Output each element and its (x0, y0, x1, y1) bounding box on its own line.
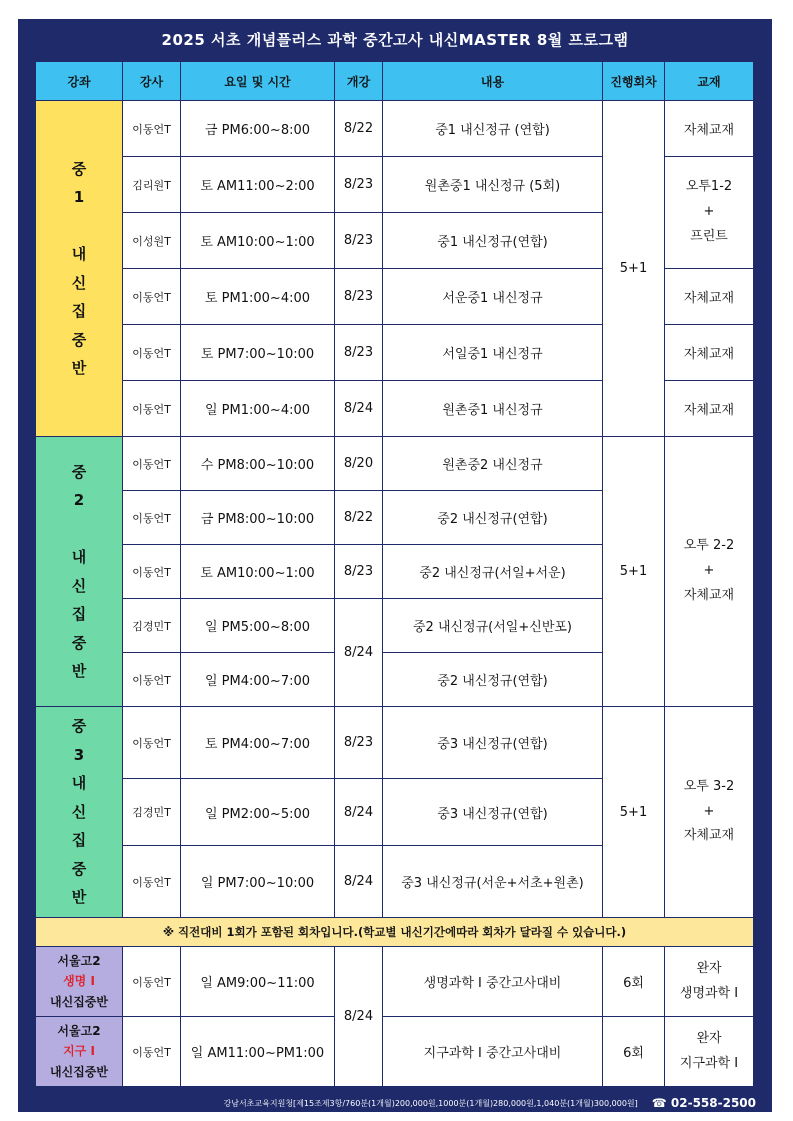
time-cell: 일 PM7:00~10:00 (181, 846, 335, 918)
content-cell: 중3 내신정규(연합) (383, 779, 603, 846)
teacher-cell: 이동언T (123, 381, 181, 437)
content-cell: 중2 내신정규(서일+신반포) (383, 599, 603, 653)
content-cell: 원촌중2 내신정규 (383, 437, 603, 491)
time-cell: 토 AM10:00~1:00 (181, 545, 335, 599)
book-cell: 완자 생명과학 I (665, 947, 754, 1017)
phone-number: ☎ 02-558-2500 (651, 1096, 756, 1110)
time-cell: 금 PM8:00~10:00 (181, 491, 335, 545)
sessions-cell: 6회 (603, 1017, 665, 1087)
book-cell: 오투 2-2 + 자체교재 (665, 437, 754, 707)
start-cell: 8/24 (335, 599, 383, 707)
time-cell: 토 AM11:00~2:00 (181, 157, 335, 213)
start-cell: 8/23 (335, 325, 383, 381)
content-cell: 중2 내신정규(서일+서운) (383, 545, 603, 599)
teacher-cell: 이동언T (123, 545, 181, 599)
time-cell: 수 PM8:00~10:00 (181, 437, 335, 491)
start-cell: 8/24 (335, 846, 383, 918)
start-cell: 8/23 (335, 213, 383, 269)
start-cell: 8/22 (335, 491, 383, 545)
teacher-cell: 이동언T (123, 947, 181, 1017)
teacher-cell: 이동언T (123, 653, 181, 707)
content-cell: 중2 내신정규(연합) (383, 653, 603, 707)
time-cell: 토 PM4:00~7:00 (181, 707, 335, 779)
content-cell: 중2 내신정규(연합) (383, 491, 603, 545)
sessions-cell: 5+1 (603, 101, 665, 437)
content-cell: 원촌중1 내신정규 (383, 381, 603, 437)
book-cell: 자체교재 (665, 381, 754, 437)
header-time: 요일 및 시간 (181, 62, 335, 101)
start-cell: 8/23 (335, 545, 383, 599)
content-cell: 서운중1 내신정규 (383, 269, 603, 325)
teacher-cell: 김경민T (123, 779, 181, 846)
sessions-cell: 5+1 (603, 437, 665, 707)
teacher-cell: 이동언T (123, 325, 181, 381)
header-book: 교재 (665, 62, 754, 101)
teacher-cell: 이동언T (123, 437, 181, 491)
teacher-cell: 이성원T (123, 213, 181, 269)
time-cell: 금 PM6:00~8:00 (181, 101, 335, 157)
content-cell: 중3 내신정규(서운+서초+원촌) (383, 846, 603, 918)
teacher-cell: 이동언T (123, 269, 181, 325)
start-cell: 8/22 (335, 101, 383, 157)
start-cell: 8/24 (335, 779, 383, 846)
page-title: 2025 서초 개념플러스 과학 중간고사 내신MASTER 8월 프로그램 (161, 30, 629, 49)
teacher-cell: 이동언T (123, 491, 181, 545)
sessions-cell: 5+1 (603, 707, 665, 918)
start-cell: 8/23 (335, 269, 383, 325)
header-content: 내용 (383, 62, 603, 101)
content-cell: 중3 내신정규(연합) (383, 707, 603, 779)
course-label-hs-earth: 서울고2 지구 I 내신집중반 (36, 1017, 123, 1087)
start-cell: 8/24 (335, 947, 383, 1087)
teacher-cell: 이동언T (123, 101, 181, 157)
time-cell: 일 PM2:00~5:00 (181, 779, 335, 846)
start-cell: 8/23 (335, 157, 383, 213)
course-label-g2: 중 2 내 신 집 중 반 (36, 437, 123, 707)
frame (18, 19, 772, 1112)
course-label-hs-bio: 서울고2 생명 I 내신집중반 (36, 947, 123, 1017)
teacher-cell: 이동언T (123, 707, 181, 779)
notice-text: ※ 직전대비 1회가 포함된 회차입니다.(학교별 내신기간에따라 회차가 달라질 수 있습니다.) (36, 918, 754, 947)
header-course: 강좌 (36, 62, 123, 101)
time-cell: 일 PM4:00~7:00 (181, 653, 335, 707)
license-text: 강남서초교육지원청[제15조제3항/760분(1개월)200,000원,1000분(1개월)280,000원,1,040분(1개월)300,000원] (223, 1098, 638, 1108)
book-cell: 오투1-2 + 프린트 (665, 157, 754, 269)
table-row (36, 437, 754, 491)
course-label-g3: 중 3 내 신 집 중 반 (36, 707, 123, 918)
table-row (36, 101, 754, 157)
time-cell: 토 PM1:00~4:00 (181, 269, 335, 325)
content-cell: 중1 내신정규 (연합) (383, 101, 603, 157)
start-cell: 8/23 (335, 707, 383, 779)
time-cell: 일 AM11:00~PM1:00 (181, 1017, 335, 1087)
start-cell: 8/20 (335, 437, 383, 491)
book-cell: 완자 지구과학 I (665, 1017, 754, 1087)
time-cell: 일 AM9:00~11:00 (181, 947, 335, 1017)
header-teacher: 강사 (123, 62, 181, 101)
table-row (36, 1017, 754, 1087)
teacher-cell: 이동언T (123, 1017, 181, 1087)
teacher-cell: 김경민T (123, 599, 181, 653)
course-label-g1: 중 1 내 신 집 중 반 (36, 101, 123, 437)
teacher-cell: 이동언T (123, 846, 181, 918)
schedule-table (35, 61, 754, 1087)
header-sessions: 진행회차 (603, 62, 665, 101)
book-cell: 자체교재 (665, 269, 754, 325)
book-cell: 오투 3-2 + 자체교재 (665, 707, 754, 918)
book-cell: 자체교재 (665, 325, 754, 381)
start-cell: 8/24 (335, 381, 383, 437)
time-cell: 토 AM10:00~1:00 (181, 213, 335, 269)
teacher-cell: 김리원T (123, 157, 181, 213)
book-cell: 자체교재 (665, 101, 754, 157)
header-start: 개강 (335, 62, 383, 101)
table-row (36, 947, 754, 1017)
header-row (36, 62, 754, 101)
footer (18, 1094, 772, 1112)
time-cell: 일 PM1:00~4:00 (181, 381, 335, 437)
time-cell: 토 PM7:00~10:00 (181, 325, 335, 381)
table-row (36, 707, 754, 779)
content-cell: 서일중1 내신정규 (383, 325, 603, 381)
content-cell: 생명과학 I 중간고사대비 (383, 947, 603, 1017)
content-cell: 중1 내신정규(연합) (383, 213, 603, 269)
notice-row (36, 918, 754, 947)
time-cell: 일 PM5:00~8:00 (181, 599, 335, 653)
content-cell: 원촌중1 내신정규 (5회) (383, 157, 603, 213)
content-cell: 지구과학 I 중간고사대비 (383, 1017, 603, 1087)
sessions-cell: 6회 (603, 947, 665, 1017)
